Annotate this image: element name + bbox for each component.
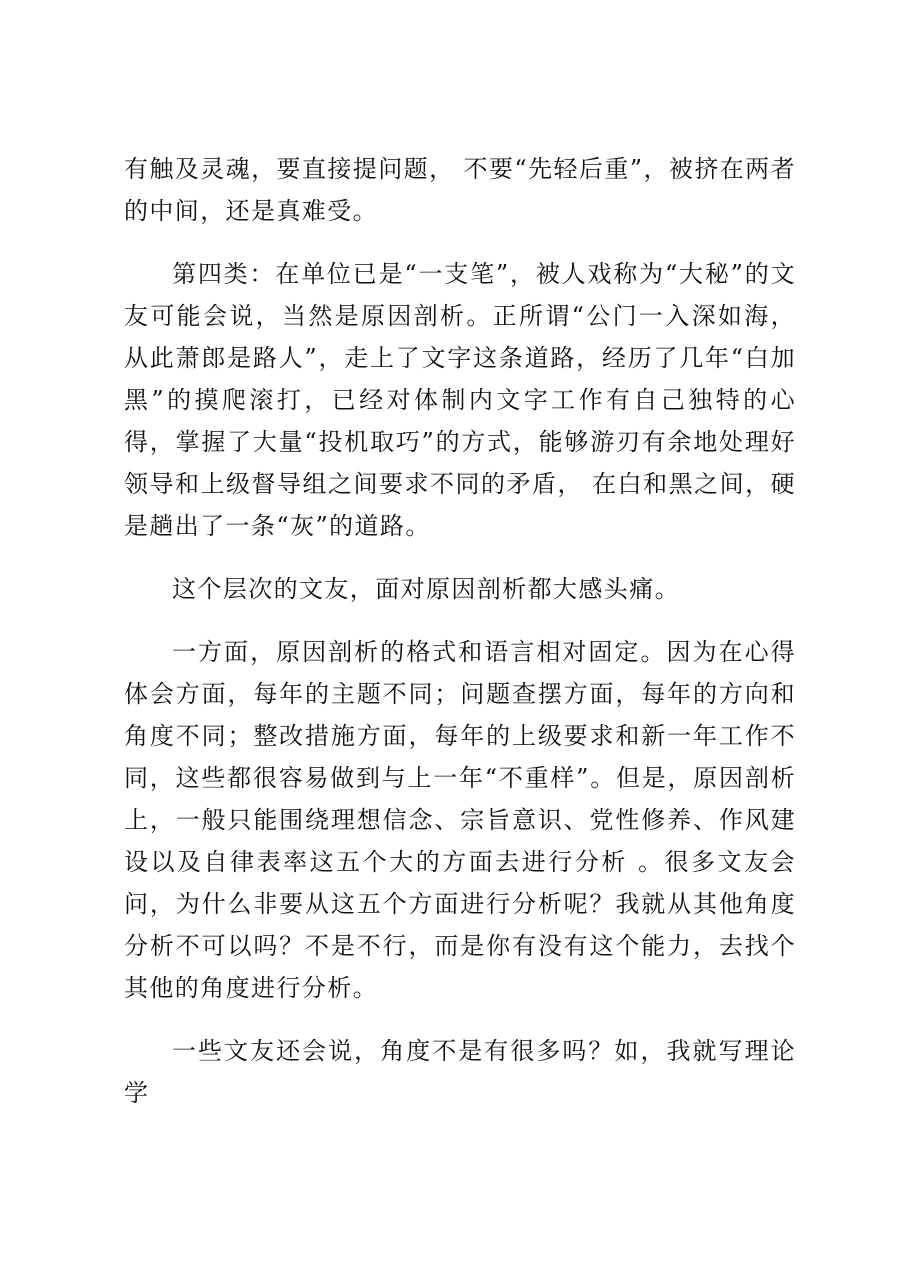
- paragraph-5: 一些文友还会说，角度不是有很多吗？如，我就写理论学: [124, 1037, 796, 1107]
- paragraph-2: 第四类：在单位已是“一支笔”，被人戏称为“大秘”的文友可能会说，当然是原因剖析。正所谓“公门一入深如海，从此萧郎是路人”，走上了文字这条道路，经历了几年“白加黑”的摸爬滚打，已经对体制内文字工作有自己独特的心得，掌握了大量“投机取巧”的方式，能够游刃有余地处理好领导和上级督导组之间要求不同的矛盾， 在白和黑之间，硬是趟出了一条“灰”的道路。: [124, 260, 796, 540]
- paragraph-1: 有触及灵魂，要直接提问题， 不要“先轻后重”，被挤在两者的中间，还是真难受。: [124, 155, 796, 225]
- paragraph-3: 这个层次的文友，面对原因剖析都大感头痛。: [172, 575, 680, 603]
- document-body: [124, 148, 796, 1135]
- paragraph-4: 一方面，原因剖析的格式和语言相对固定。因为在心得体会方面，每年的主题不同；问题查摆方面，每年的方向和角度不同；整改措施方面，每年的上级要求和新一年工作不同，这些都很容易做到与上一年“不重样”。但是，原因剖析上，一般只能围绕理想信念、宗旨意识、党性修养、作风建设以及自律表率这五个大的方面去进行分析 。很多文友会问，为什么非要从这五个方面进行分析呢？我就从其他角度分析不可以吗？不是不行，而是你有没有这个能力，去找个其他的角度进行分析。: [124, 638, 796, 1002]
